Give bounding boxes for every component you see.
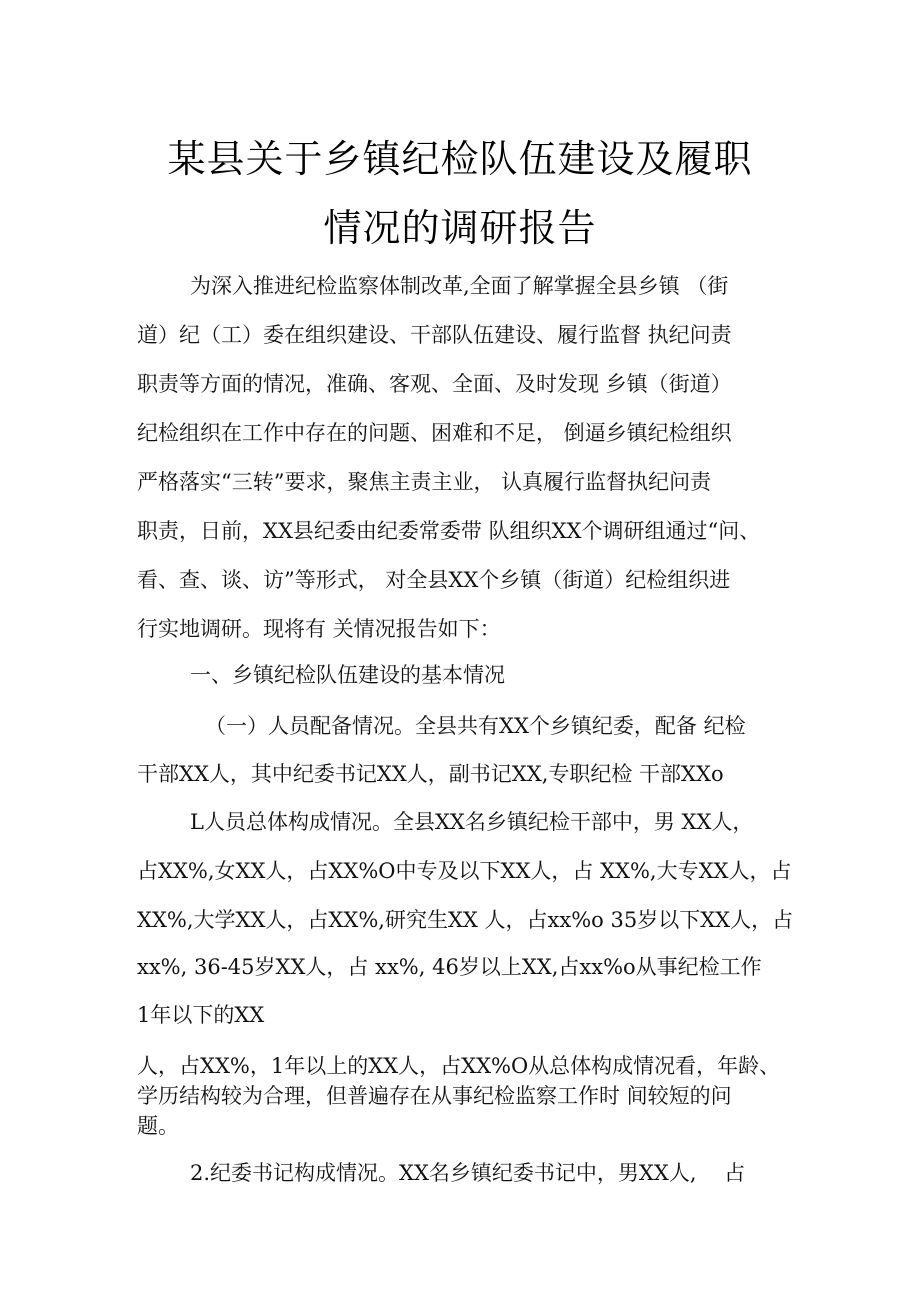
paragraph-line: 占XX%,女XX人，占XX%O中专及以下XX人，占 XX%,大专XX人，占 [137,859,792,883]
paragraph-line: 人，占XX%，1年以上的XX人，占XX%O从总体构成情况看，年龄、 [137,1054,781,1078]
paragraph-line: （一）人员配备情况。全县共有XX个乡镇纪委，配备 纪检 [205,714,746,738]
paragraph-line: XX%,大学XX人，占XX%,研究生XX 人，占xx%o 35岁以下XX人，占 [137,908,794,932]
paragraph-line: 题。 [137,1114,179,1138]
paragraph-line: 纪检组织在工作中存在的问题、困难和不足， 倒逼乡镇纪检组织 [137,421,732,445]
paragraph-line: 严格落实“三转”要求，聚焦主责主业， 认真履行监督执纪问责 [137,470,712,494]
section-heading: 一、乡镇纪检队伍建设的基本情况 [190,663,505,687]
paragraph-line: 1年以下的XX [137,1003,265,1027]
paragraph-line: xx%, 36-45岁XX人，占 xx%, 46岁以上XX,占xx%o从事纪检工作 [137,955,762,979]
document-title-line-1: 某县关于乡镇纪检队伍建设及履职 [167,137,753,181]
paragraph-line: 道）纪（工）委在组织建设、干部队伍建设、履行监督 执纪问责 [137,323,732,347]
document-title-line-2: 情况的调研报告 [323,206,597,250]
paragraph-line: L人员总体构成情况。全县XX名乡镇纪检干部中，男 XX人， [190,810,754,834]
paragraph-line: 职责，日前，XX县纪委由纪委常委带 队组织XX个调研组通过“问、 [137,519,761,543]
paragraph-line: 2.纪委书记构成情况。XX名乡镇纪委书记中，男XX人, 占 [190,1161,746,1185]
paragraph-line: 行实地调研。现将有 关情况报告如下： [137,617,501,641]
paragraph-line: 学历结构较为合理，但普遍存在从事纪检监察工作时 间较短的问 [137,1084,732,1108]
paragraph-line: 为深入推进纪检监察体制改革,全面了解掌握全县乡镇 （街 [190,274,729,298]
paragraph-line: 看、查、谈、访”等形式， 对全县XX个乡镇（街道）纪检组织进 [137,568,731,592]
paragraph-line: 职责等方面的情况，准确、客观、全面、及时发现 乡镇（街道） [137,372,732,396]
paragraph-line: 干部XX人，其中纪委书记XX人，副书记XX,专职纪检 干部XXo [137,762,724,786]
